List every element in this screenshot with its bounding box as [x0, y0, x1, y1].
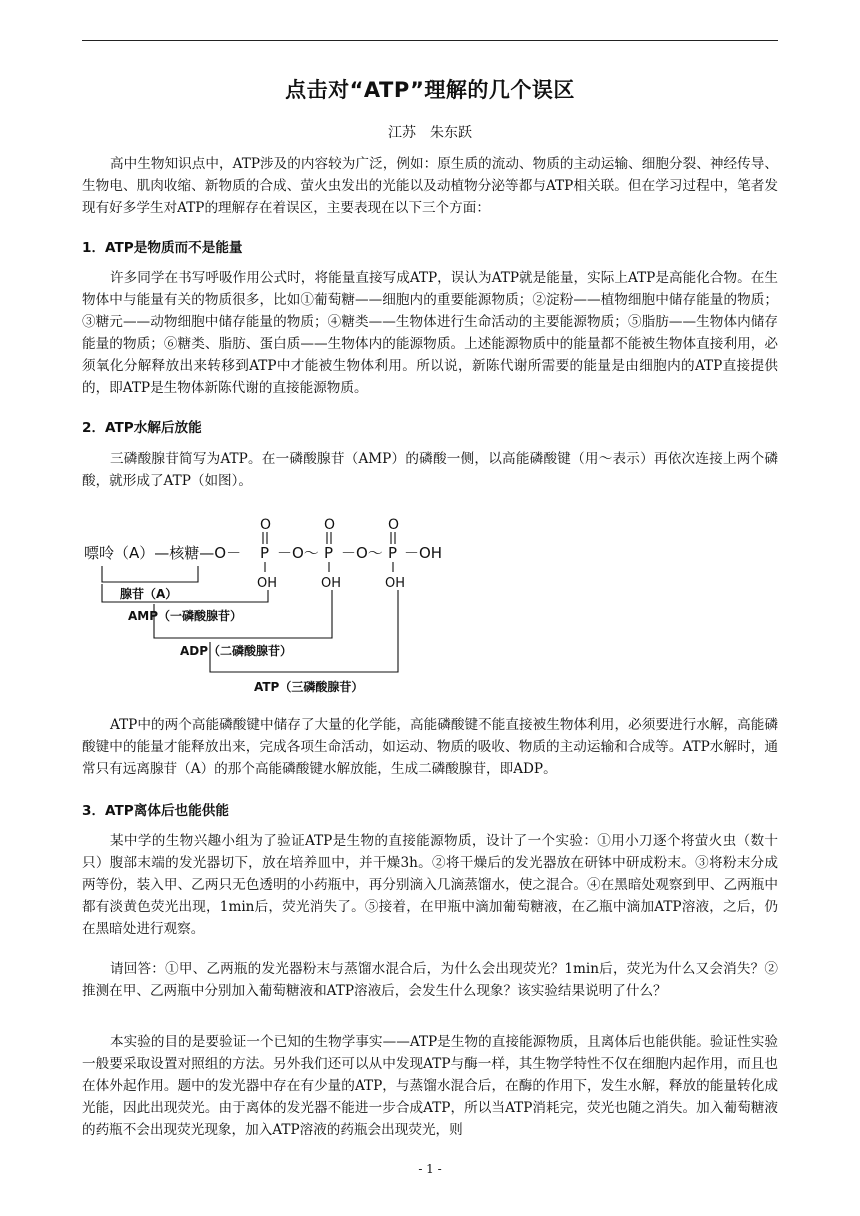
atp-structure-diagram [82, 510, 462, 700]
single-bonds [265, 562, 393, 572]
section-3-paragraph-1: 某中学的生物兴趣小组为了验证ATP是生物的直接能源物质，设计了一个实验：①用小刀逐个将萤火虫（数十只）腹部末端的发光器切下，放在培养皿中，并干燥3h。②将干燥后的发光器放在研钵中研成粉末。③将粉末分成两等份，装入甲、乙两只无色透明的小药瓶中，再分别滴入几滴蒸馏水，使之混合。④在黑暗处观察到甲、乙两瓶中都有淡黄色荧光出现，1min后，荧光消失了。⑤接着，在甲瓶中滴加葡萄糖液，在乙瓶中滴加ATP溶液，之后，仍在黑暗处进行观察。 [82, 833, 778, 937]
double-bonds [263, 532, 395, 544]
phosphate-p3: P [388, 544, 398, 562]
hydroxyl-2: OH [321, 576, 342, 591]
bond-o-2: －O～ [341, 544, 383, 562]
label-adenosine: 腺苷（A） [120, 587, 178, 601]
page-number: - 1 - [418, 1162, 442, 1176]
phosphate-p1: P [260, 544, 270, 562]
oxygen-top-3: O [388, 517, 400, 533]
header-rule [82, 40, 778, 41]
hydroxyl-1: OH [257, 576, 278, 591]
intro-paragraph: 高中生物知识点中，ATP涉及的内容较为广泛，例如：原生质的流动、物质的主动运输、细胞分裂、神经传导、生物电、肌肉收缩、新物质的合成、萤火虫发出的光能以及动植物分泌等都与ATP相关联。但在学习过程中，笔者发现有好多学生对ATP的理解存在着误区，主要表现在以下三个方面： [82, 156, 778, 216]
bond-o-1: －O～ [277, 544, 319, 562]
label-atp: ATP（三磷酸腺苷） [254, 680, 364, 694]
section-heading-2: 2．ATP水解后放能 [82, 420, 202, 436]
section-1-paragraph: 许多同学在书写呼吸作用公式时，将能量直接写成ATP，误认为ATP就是能量，实际上ATP是高能化合物。在生物体中与能量有关的物质很多，比如①葡萄糖——细胞内的重要能源物质；②淀粉——植物细胞中储存能量的物质；③糖元——动物细胞中储存能量的物质；④糖类——生物体进行生命活动的主要能源物质；⑤脂肪——生物体内储存能量的物质；⑥糖类、脂肪、蛋白质——生物体内的能源物质。上述能源物质中的能量都不能被生物体直接利用，必须氧化分解释放出来转移到ATP中才能被生物体利用。所以说，新陈代谢所需要的能量是由细胞内的ATP直接提供的，即ATP是生物体新陈代谢的直接能源物质。 [82, 270, 778, 396]
hydroxyl-3: OH [385, 576, 406, 591]
terminal-oh: －OH [404, 544, 443, 562]
section-2-paragraph-2: ATP中的两个高能磷酸键中储存了大量的化学能，高能磷酸键不能直接被生物体利用，必须要进行水解，高能磷酸键中的能量才能释放出来，完成各项生命活动，如运动、物质的吸收、物质的主动运输和合成等。ATP水解时，通常只有远离腺苷（A）的那个高能磷酸键水解放能，生成二磷酸腺苷，即ADP。 [82, 717, 778, 777]
author-line: 江苏 朱东跃 [388, 125, 472, 141]
section-3-paragraph-3: 本实验的目的是要验证一个已知的生物学事实——ATP是生物的直接能源物质，且离体后也能供能。验证性实验一般要采取设置对照组的方法。另外我们还可以从中发现ATP与酶一样，其生物学特性不仅在细胞内起作用，而且也在体外起作用。题中的发光器中存在有少量的ATP，与蒸馏水混合后，在酶的作用下，发生水解，释放的能量转化成光能，因此出现荧光。由于离体的发光器不能进一步合成ATP，所以当ATP消耗完，荧光也随之消失。加入葡萄糖液的药瓶不会出现荧光现象，加入ATP溶液的药瓶会出现荧光，则 [82, 1034, 778, 1138]
section-3-paragraph-2: 请回答：①甲、乙两瓶的发光器粉末与蒸馏水混合后，为什么会出现荧光？1min后，荧光为什么又会消失？②推测在甲、乙两瓶中分别加入葡萄糖液和ATP溶液后，会发生什么现象？该实验结果说明了什么？ [82, 961, 778, 999]
page-title: 点击对“ATP”理解的几个误区 [285, 78, 575, 102]
section-heading-3: 3．ATP离体后也能供能 [82, 803, 229, 819]
oxygen-top-1: O [260, 517, 272, 533]
section-heading-1: 1．ATP是物质而不是能量 [82, 240, 243, 256]
phosphate-p2: P [324, 544, 334, 562]
label-adp: ADP（二磷酸腺苷） [180, 644, 293, 658]
oxygen-top-2: O [324, 517, 336, 533]
section-2-paragraph: 三磷酸腺苷简写为ATP。在一磷酸腺苷（AMP）的磷酸一侧，以高能磷酸键（用～表示）再依次连接上两个磷酸，就形成了ATP（如图）。 [82, 451, 778, 489]
chain-adenine-ribose: 嘌呤（A）—核糖—O－ [84, 544, 242, 562]
label-amp: AMP（一磷酸腺苷） [128, 609, 243, 623]
